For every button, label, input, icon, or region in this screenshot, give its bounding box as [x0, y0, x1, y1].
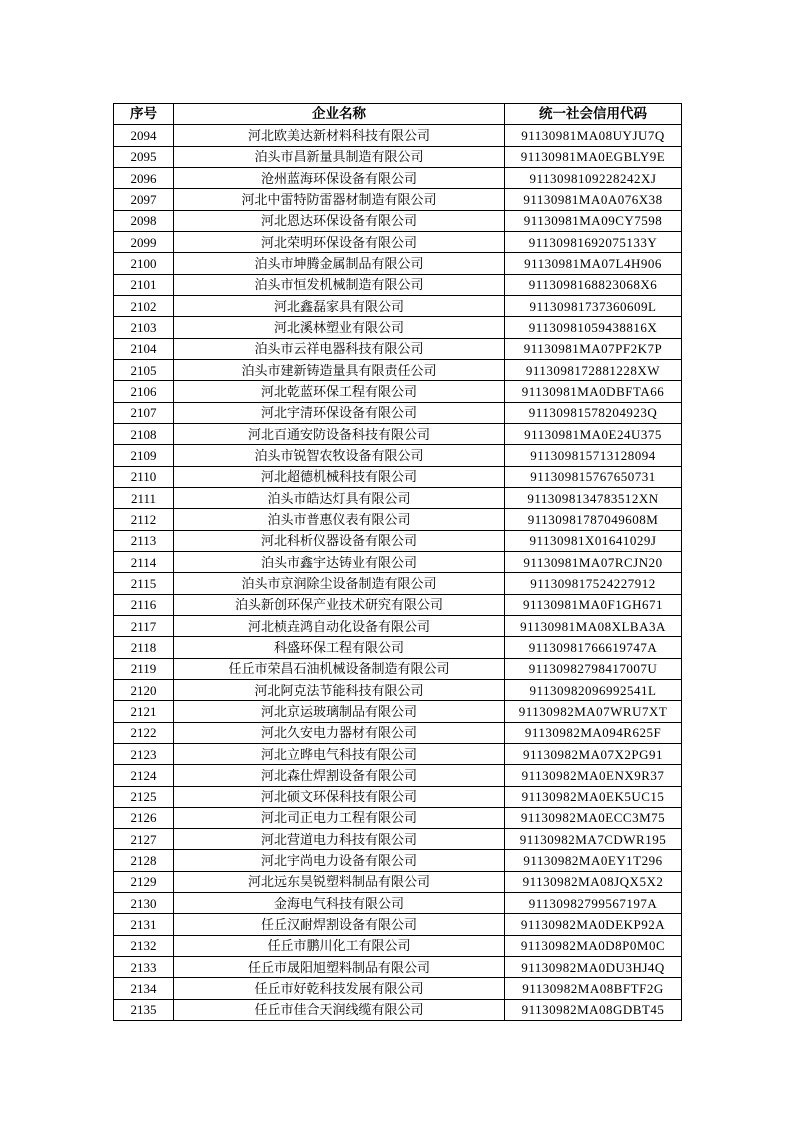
company-name-cell: 河北荣明环保设备有限公司: [174, 231, 505, 252]
credit-code-cell: 91130982MA08JQX5X2: [505, 871, 682, 892]
credit-code-cell: 91130982799567197A: [505, 893, 682, 914]
table-row: [114, 402, 682, 423]
company-name-cell: 河北森仕焊割设备有限公司: [174, 765, 505, 786]
serial-cell: 2095: [114, 146, 174, 167]
table-row: [114, 210, 682, 231]
table-row: [114, 125, 682, 146]
table-row: [114, 701, 682, 722]
credit-code-cell: 91130981MA07PF2K7P: [505, 338, 682, 359]
credit-code-cell: 91130981MA0A076X38: [505, 189, 682, 210]
company-name-cell: 河北百通安防设备科技有限公司: [174, 423, 505, 444]
table-row: [114, 743, 682, 764]
table-row: [114, 487, 682, 508]
company-name-cell: 泊头市锐智农牧设备有限公司: [174, 445, 505, 466]
serial-cell: 2106: [114, 381, 174, 402]
table-row: [114, 871, 682, 892]
credit-code-cell: 91130981787049608M: [505, 509, 682, 530]
serial-cell: 2128: [114, 850, 174, 871]
company-name-cell: 任丘市晟阳旭塑料制品有限公司: [174, 957, 505, 978]
credit-code-cell: 911309817524227912: [505, 573, 682, 594]
company-name-cell: 任丘汉耐焊割设备有限公司: [174, 914, 505, 935]
credit-code-cell: 91130981MA0EGBLY9E: [505, 146, 682, 167]
table-row: [114, 594, 682, 615]
serial-cell: 2107: [114, 402, 174, 423]
credit-code-cell: 91130982096992541L: [505, 679, 682, 700]
serial-cell: 2112: [114, 509, 174, 530]
company-name-cell: 河北立晔电气科技有限公司: [174, 743, 505, 764]
company-name-cell: 任丘市鹏川化工有限公司: [174, 935, 505, 956]
table-row: [114, 850, 682, 871]
serial-cell: 2101: [114, 274, 174, 295]
credit-code-cell: 91130982MA0D8P0M0C: [505, 935, 682, 956]
table-row: [114, 765, 682, 786]
serial-cell: 2130: [114, 893, 174, 914]
credit-code-cell: 9113098172881228XW: [505, 359, 682, 380]
serial-cell: 2132: [114, 935, 174, 956]
table-row: [114, 445, 682, 466]
credit-code-cell: 91130982MA07WRU7XT: [505, 701, 682, 722]
company-name-cell: 泊头市坤腾金属制品有限公司: [174, 253, 505, 274]
table-row: [114, 359, 682, 380]
company-name-cell: 河北京运玻璃制品有限公司: [174, 701, 505, 722]
table-row: [114, 786, 682, 807]
serial-cell: 2119: [114, 658, 174, 679]
serial-cell: 2102: [114, 295, 174, 316]
company-name-cell: 河北久安电力器材有限公司: [174, 722, 505, 743]
serial-cell: 2108: [114, 423, 174, 444]
table-row: [114, 658, 682, 679]
credit-code-cell: 91130981MA0DBFTA66: [505, 381, 682, 402]
company-table-body: [114, 125, 682, 1021]
credit-code-cell: 91130982MA094R625F: [505, 722, 682, 743]
table-row: [114, 509, 682, 530]
table-row: [114, 893, 682, 914]
company-name-cell: 河北硕文环保科技有限公司: [174, 786, 505, 807]
credit-code-cell: 9113098109228242XJ: [505, 167, 682, 188]
company-name-cell: 泊头市鑫宇达铸业有限公司: [174, 551, 505, 572]
company-name-cell: 河北宇清环保设备有限公司: [174, 402, 505, 423]
serial-cell: 2124: [114, 765, 174, 786]
serial-cell: 2116: [114, 594, 174, 615]
serial-cell: 2122: [114, 722, 174, 743]
serial-cell: 2134: [114, 978, 174, 999]
table-row: [114, 274, 682, 295]
credit-code-cell: 91130982MA07X2PG91: [505, 743, 682, 764]
serial-cell: 2109: [114, 445, 174, 466]
table-row: [114, 935, 682, 956]
serial-cell: 2096: [114, 167, 174, 188]
table-row: [114, 530, 682, 551]
table-row: [114, 999, 682, 1020]
company-name-cell: 河北营道电力科技有限公司: [174, 829, 505, 850]
company-name-cell: 泊头新创环保产业技术研究有限公司: [174, 594, 505, 615]
company-name-cell: 河北鑫磊家具有限公司: [174, 295, 505, 316]
serial-cell: 2135: [114, 999, 174, 1020]
company-name-cell: 任丘市佳合天润线缆有限公司: [174, 999, 505, 1020]
table-row: [114, 167, 682, 188]
table-row: [114, 978, 682, 999]
serial-cell: 2126: [114, 807, 174, 828]
company-table: [113, 103, 682, 1021]
company-name-cell: 河北中雷特防雷器材制造有限公司: [174, 189, 505, 210]
credit-code-cell: 91130981MA07RCJN20: [505, 551, 682, 572]
table-row: [114, 381, 682, 402]
credit-code-cell: 91130981737360609L: [505, 295, 682, 316]
company-name-cell: 河北溪林塑业有限公司: [174, 317, 505, 338]
company-name-cell: 河北恩达环保设备有限公司: [174, 210, 505, 231]
credit-code-cell: 91130982MA0ECC3M75: [505, 807, 682, 828]
serial-cell: 2117: [114, 615, 174, 636]
serial-cell: 2097: [114, 189, 174, 210]
table-row: [114, 423, 682, 444]
serial-cell: 2099: [114, 231, 174, 252]
company-name-cell: 河北桢垚鸿自动化设备有限公司: [174, 615, 505, 636]
table-row: [114, 146, 682, 167]
credit-code-cell: 9113098168823068X6: [505, 274, 682, 295]
credit-code-cell: 911309815713128094: [505, 445, 682, 466]
company-name-cell: 科盛环保工程有限公司: [174, 637, 505, 658]
company-name-cell: 泊头市云祥电器科技有限公司: [174, 338, 505, 359]
credit-code-cell: 91130981692075133Y: [505, 231, 682, 252]
company-name-cell: 河北宇尚电力设备有限公司: [174, 850, 505, 871]
serial-cell: 2094: [114, 125, 174, 146]
company-name-cell: 河北远东昊锐塑料制品有限公司: [174, 871, 505, 892]
table-row: [114, 807, 682, 828]
credit-code-cell: 91130982MA08GDBT45: [505, 999, 682, 1020]
company-name-cell: 河北科析仪器设备有限公司: [174, 530, 505, 551]
table-header-row: [114, 104, 682, 125]
company-name-cell: 泊头市恒发机械制造有限公司: [174, 274, 505, 295]
credit-code-cell: 91130981059438816X: [505, 317, 682, 338]
credit-code-cell: 91130982MA0DU3HJ4Q: [505, 957, 682, 978]
table-row: [114, 231, 682, 252]
serial-cell: 2114: [114, 551, 174, 572]
credit-code-cell: 91130981MA08XLBA3A: [505, 615, 682, 636]
serial-cell: 2127: [114, 829, 174, 850]
credit-code-cell: 91130981MA08UYJU7Q: [505, 125, 682, 146]
table-row: [114, 722, 682, 743]
table-row: [114, 253, 682, 274]
table-row: [114, 295, 682, 316]
company-name-cell: 金海电气科技有限公司: [174, 893, 505, 914]
company-name-cell: 泊头市皓达灯具有限公司: [174, 487, 505, 508]
serial-cell: 2104: [114, 338, 174, 359]
serial-cell: 2118: [114, 637, 174, 658]
company-name-cell: 任丘市好乾科技发展有限公司: [174, 978, 505, 999]
serial-cell: 2103: [114, 317, 174, 338]
serial-cell: 2115: [114, 573, 174, 594]
credit-code-cell: 91130982MA0DEKP92A: [505, 914, 682, 935]
table-row: [114, 957, 682, 978]
serial-cell: 2100: [114, 253, 174, 274]
credit-code-cell: 91130981MA0E24U375: [505, 423, 682, 444]
table-row: [114, 466, 682, 487]
company-name-cell: 河北超德机械科技有限公司: [174, 466, 505, 487]
credit-code-cell: 91130982MA08BFTF2G: [505, 978, 682, 999]
table-row: [114, 679, 682, 700]
table-row: [114, 637, 682, 658]
serial-cell: 2105: [114, 359, 174, 380]
credit-code-cell: 91130982798417007U: [505, 658, 682, 679]
credit-code-cell: 9113098134783512XN: [505, 487, 682, 508]
credit-code-cell: 91130981578204923Q: [505, 402, 682, 423]
table-row: [114, 573, 682, 594]
credit-code-cell: 91130981MA0F1GH671: [505, 594, 682, 615]
table-row: [114, 189, 682, 210]
company-name-cell: 泊头市昌新量具制造有限公司: [174, 146, 505, 167]
serial-cell: 2111: [114, 487, 174, 508]
table-row: [114, 338, 682, 359]
company-name-cell: 泊头市普惠仪表有限公司: [174, 509, 505, 530]
serial-cell: 2123: [114, 743, 174, 764]
column-header-company-name: 企业名称: [174, 104, 505, 125]
credit-code-cell: 91130982MA7CDWR195: [505, 829, 682, 850]
company-name-cell: 河北司正电力工程有限公司: [174, 807, 505, 828]
serial-cell: 2098: [114, 210, 174, 231]
table-row: [114, 551, 682, 572]
serial-cell: 2131: [114, 914, 174, 935]
column-header-serial: 序号: [114, 104, 174, 125]
company-name-cell: 泊头市建新铸造量具有限责任公司: [174, 359, 505, 380]
company-name-cell: 泊头市京润除尘设备制造有限公司: [174, 573, 505, 594]
serial-cell: 2121: [114, 701, 174, 722]
serial-cell: 2133: [114, 957, 174, 978]
credit-code-cell: 91130982MA0EK5UC15: [505, 786, 682, 807]
table-row: [114, 914, 682, 935]
company-name-cell: 河北阿克法节能科技有限公司: [174, 679, 505, 700]
credit-code-cell: 91130982MA0EY1T296: [505, 850, 682, 871]
credit-code-cell: 91130981MA09CY7598: [505, 210, 682, 231]
serial-cell: 2125: [114, 786, 174, 807]
credit-code-cell: 911309815767650731: [505, 466, 682, 487]
column-header-credit-code: 统一社会信用代码: [505, 104, 682, 125]
table-row: [114, 317, 682, 338]
serial-cell: 2129: [114, 871, 174, 892]
credit-code-cell: 91130982MA0ENX9R37: [505, 765, 682, 786]
company-name-cell: 河北乾蓝环保工程有限公司: [174, 381, 505, 402]
serial-cell: 2110: [114, 466, 174, 487]
company-name-cell: 沧州蓝海环保设备有限公司: [174, 167, 505, 188]
serial-cell: 2113: [114, 530, 174, 551]
credit-code-cell: 91130981MA07L4H906: [505, 253, 682, 274]
company-name-cell: 任丘市荣昌石油机械设备制造有限公司: [174, 658, 505, 679]
table-row: [114, 615, 682, 636]
table-row: [114, 829, 682, 850]
company-name-cell: 河北欧美达新材料科技有限公司: [174, 125, 505, 146]
serial-cell: 2120: [114, 679, 174, 700]
credit-code-cell: 91130981X01641029J: [505, 530, 682, 551]
credit-code-cell: 91130981766619747A: [505, 637, 682, 658]
